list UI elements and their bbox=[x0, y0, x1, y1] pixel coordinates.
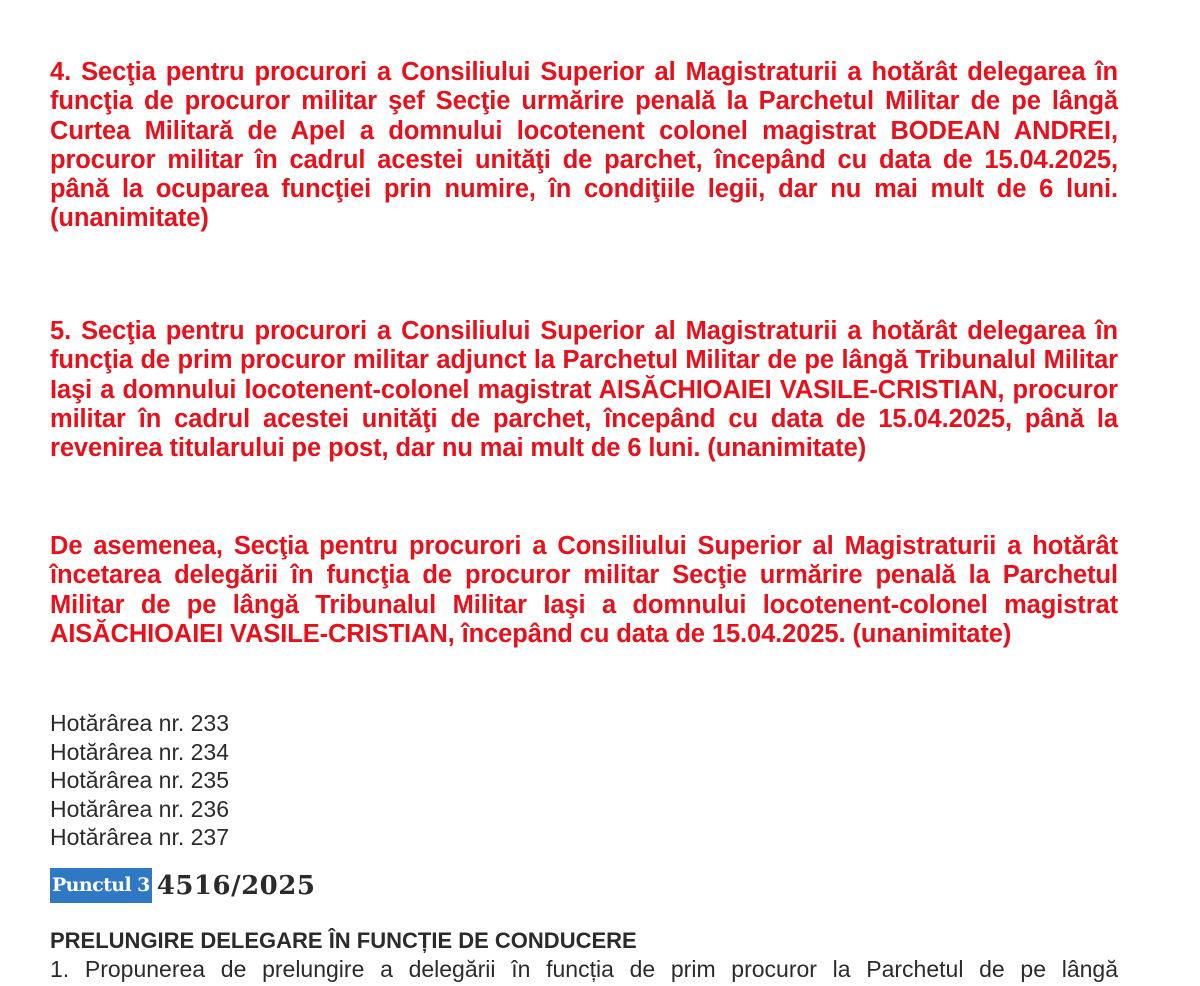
hotarare-item: Hotărârea nr. 235 bbox=[50, 767, 230, 793]
decision-paragraph-cessation: De asemenea, Secţia pentru procurori a Consiliului Superior al Magistraturii a hotărât încetarea delegării în funcţia de procuror militar Secţie urmărire penală la Parchetul Militar de pe lângă Tribunalul Militar Iaşi a domnului locotenent-colonel magistrat AISĂCHIOAIEI VASILE-CRISTIAN, începând cu data de 15.04.2025. (unanimitate) bbox=[50, 532, 1118, 648]
decision-paragraph-5: 5. Secţia pentru procurori a Consiliului Superior al Magistraturii a hotărât delegarea în funcţia de prim procuror militar adjunct la Parchetul Militar de pe lângă Tribunalul Militar Iaşi a domnului locotenent-colonel magistrat AISĂCHIOAIEI VASILE-CRISTIAN, procuror militar în cadrul acestei unităţi de parchet, începând cu data de 15.04.2025, până la revenirea titularului pe post, dar nu mai mult de 6 luni. (unanimitate) bbox=[50, 317, 1118, 463]
hotarare-item: Hotărârea nr. 233 bbox=[50, 710, 230, 736]
hotarare-item: Hotărârea nr. 236 bbox=[50, 795, 230, 822]
agenda-point-badge: Punctul 3 bbox=[50, 868, 152, 903]
decision-paragraph-4: 4. Secţia pentru procurori a Consiliului Superior al Magistraturii a hotărât delegarea în funcţia de procuror militar şef Secţie urmărire penală la Parchetul Militar de pe lângă Curtea Militară de Apel a domnului locotenent colonel magistrat BODEAN ANDREI, procuror militar în cadrul acestei unităţi de parchet, începând cu data de 15.04.2025, până la ocuparea funcţiei prin numire, în condiţiile legii, dar nu mai mult de 6 luni. (unanimitate) bbox=[50, 58, 1118, 233]
agenda-point-header bbox=[50, 868, 315, 903]
section-body-first-line: 1. Propunerea de prelungire a delegării în funcția de prim procuror la Parchetul de pe lângă bbox=[50, 956, 1118, 982]
hotarare-item: Hotărârea nr. 237 bbox=[50, 824, 230, 850]
hotarari-list bbox=[50, 709, 229, 852]
section-heading: PRELUNGIRE DELEGARE ÎN FUNCȚIE DE CONDUCERE bbox=[50, 928, 637, 953]
hotarare-item: Hotărârea nr. 234 bbox=[50, 738, 230, 765]
case-number: 4516/2025 bbox=[156, 870, 316, 901]
